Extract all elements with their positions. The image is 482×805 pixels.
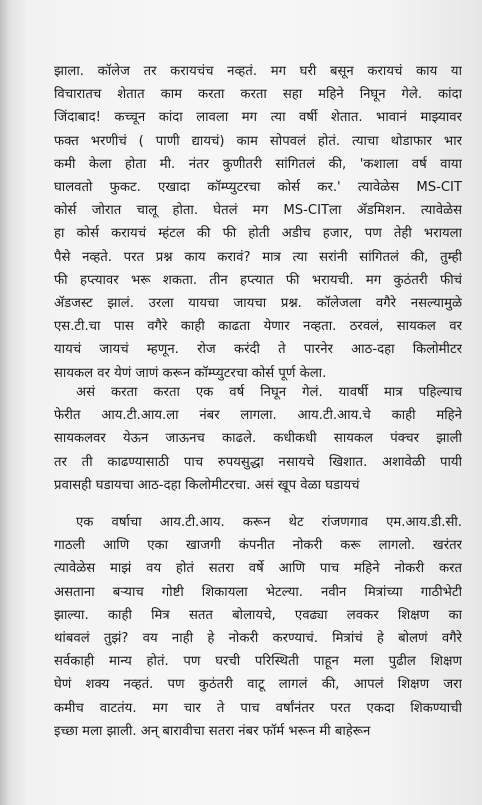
text-line: सायकल वर येणं जाणं करून कॉम्प्युटरचा कोर्स पूर्ण केला. — [54, 365, 327, 381]
text-line: यायचं जायचं म्हणून. रोज करंदी ते पारनेर आठ-दहा किलोमीटर — [54, 342, 462, 358]
text-line: घालवतो फुकट. एखादा कॉम्प्युटरचा कोर्स कर.' त्यावेळेस MS-CIT — [54, 180, 462, 196]
page-gutter-shadow — [0, 0, 10, 805]
text-line: फेरीत आय.टी.आय.ला नंबर लागला. आय.टी.आय.चे काही महिने — [54, 408, 462, 424]
text-line: सायकलवर येऊन जाऊनच काढले. कधीकधी सायकल पंक्चर झाली — [54, 431, 462, 447]
text-line: झाल्या. काही मित्र सतत बोलायचे, एवढ्या लवकर शिक्षण का — [54, 607, 462, 623]
text-line: कोर्स जोरात चालू होता. घेतलं मग MS-CITला ॲडमिशन. त्यावेळेस — [54, 203, 462, 219]
text-line: पैसे नव्हते. परत प्रश्न काय करावं? मात्र त्या सरांनी सांगितलं की, तुम्ही — [54, 249, 462, 265]
text-line: गाठली आणि एका खाजगी कंपनीत नोकरी करू लागलो. खरंतर — [54, 538, 462, 554]
text-line: हा कोर्स करायचं म्हंटल की फी होती अडीच हजार, पण तेही भरायला — [54, 226, 462, 242]
text-line: फक्त भरणीचं ( पाणी द्यायचं) काम सोपवलं होतं. त्याचा थोडाफार भार — [54, 133, 462, 149]
text-line: थांबवलं तुझं? वय नाही हे नोकरी करण्याचं. मित्रांचं हे बोलणं वगैरे — [54, 631, 462, 647]
text-line: ॲडजस्ट झालं. उरला यायचा जायचा प्रश्न. कॉलेजला वगैरे नसल्यामुळे — [54, 296, 462, 312]
text-line: फी हप्त्यावर भरू शकता. तीन हप्त्यात फी भरायची. मग कुठंतरी फीचं — [54, 272, 462, 288]
text-line: विचारातच शेतात काम करता करता सहा महिने निघून गेले. कांदा — [54, 87, 462, 103]
text-line: कमीच वाटतंय. मग चार ते पाच वर्षांनंतर परत एकदा शिकण्याची — [54, 700, 462, 716]
text-line: तर ती काढण्यासाठी पाच रुपयसुद्धा नसायचे खिशात. अशावेळी पायी — [54, 454, 462, 470]
paragraph-3 — [54, 511, 462, 743]
text-line: एक वर्षाचा आय.टी.आय. करून थेट रांजणगाव एम.आय.डी.सी. — [76, 515, 462, 530]
text-line: जिंदाबाद! कच्चून कांदा लावला मग त्या वर्षी शेतात. भावानं माझ्यावर — [54, 110, 462, 126]
text-line: असं करता करता एक वर्ष निघून गेलं. यावर्षी मात्र पहिल्याच — [76, 385, 462, 400]
text-line: घेणं शक्य नव्हतं. पण कुठंतरी वाटू लागलं की, आपलं शिक्षण जरा — [54, 677, 462, 693]
text-line: इच्छा मला झाली. अन् बारावीचा सतरा नंबर फॉर्म भरून मी बाहेरून — [54, 723, 371, 739]
text-line: त्यावेळेस माझं वय होतं सतरा वर्षे आणि पाच महिने नोकरी करत — [54, 561, 462, 577]
text-line: सर्वकाही मान्य होतं. पण घरची परिस्थिती पाहून मला पुढील शिक्षण — [54, 654, 462, 670]
paragraph-1 — [54, 60, 462, 385]
paragraph-2 — [54, 381, 462, 497]
text-line: कमी केला होता मी. नंतर कुणीतरी सांगितलं की, 'कशाला वर्ष वाया — [54, 156, 462, 172]
text-line: असताना बऱ्याच गोष्टी शिकायला भेटल्या. नवीन मित्रांच्या गाठीभेटी — [54, 584, 462, 600]
text-line: प्रवासही घडायचा आठ-दहा किलोमीटरचा. असं खूप वेळा घडायचं — [54, 477, 360, 493]
text-line: झाला. कॉलेज तर करायचंच नव्हतं. मग घरी बसून करायचं काय या — [54, 64, 462, 79]
text-line: एस.टी.चा पास वगैरे काही काढता येणार नव्हता. ठरवलं, सायकल वर — [54, 319, 462, 335]
